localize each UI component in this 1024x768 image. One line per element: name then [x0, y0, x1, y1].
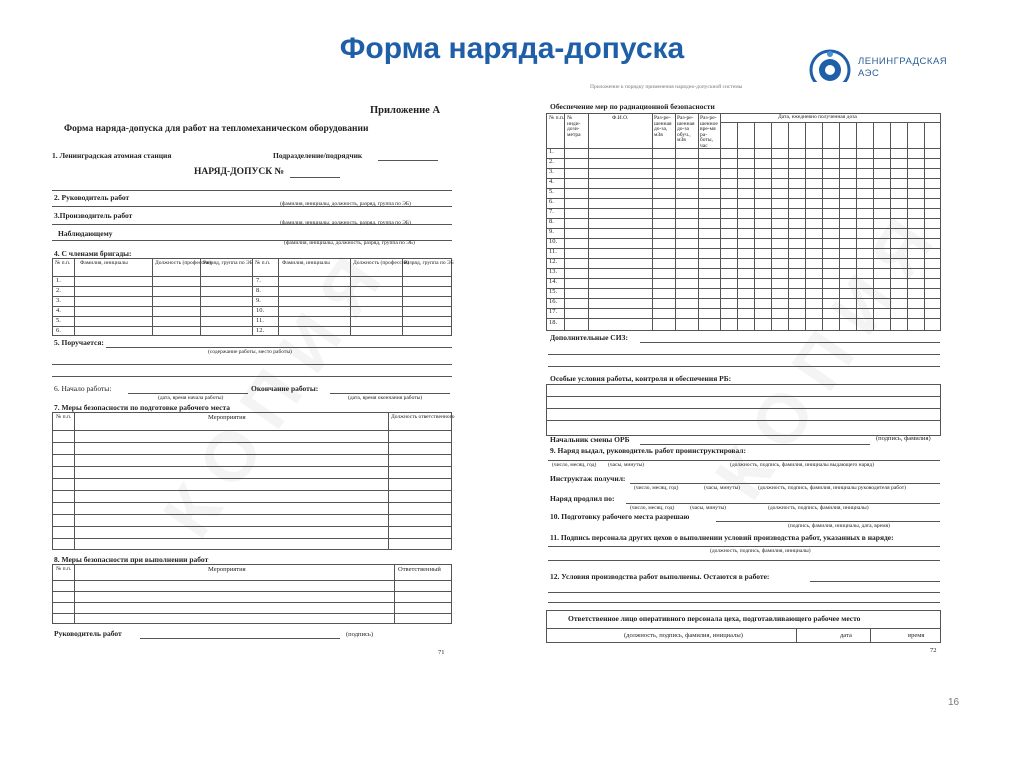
appendix-label: Приложение А [370, 105, 441, 116]
dose-row-number: 6. [549, 198, 554, 205]
dose-row-number: 1. [549, 148, 554, 155]
head-of-work-label: Руководитель работ [54, 629, 122, 638]
dose-row-number: 13. [549, 268, 558, 275]
dose-header: Раз-ре-шенная до-за, мЗв [654, 115, 672, 138]
instruction-hint-date: (число, месяц, год) [634, 485, 679, 491]
team-row-number: 10. [256, 307, 265, 314]
permit-number-label: НАРЯД-ДОПУСК № [194, 167, 285, 177]
dose-row-number: 15. [549, 288, 558, 295]
dose-header: Раз-ре-шенная до-за обуч., мЗв [677, 115, 695, 143]
extended-hint-person: (должность, подпись, фамилия, инициалы) [768, 505, 869, 511]
dose-row-number: 8. [549, 218, 554, 225]
signature-hint: (подпись) [346, 631, 373, 638]
work-header: № п.п. [56, 566, 72, 572]
special-conditions-box [546, 384, 941, 436]
team-header: Разряд, группа по ЭБ [203, 260, 253, 266]
team-row-number: 9. [256, 297, 261, 304]
prep-header: Мероприятия [208, 414, 246, 421]
logo-line-1: ЛЕНИНГРАДСКАЯ [858, 56, 948, 67]
end-hint: (дата, время окончания работы) [348, 395, 423, 401]
orb-label: Начальник смены ОРБ [550, 435, 630, 444]
dose-row-number: 14. [549, 278, 558, 285]
left-form-page [48, 80, 454, 660]
dose-row-number: 16. [549, 298, 558, 305]
end-label: Окончание работы: [251, 384, 319, 393]
f11-label: 11. Подпись персонала других цехов о выполнении условий производства работ, указанных в наряде: [550, 533, 894, 542]
orb-hint: (подпись, фамилия) [876, 435, 931, 442]
f5-label: 5. Поручается: [54, 338, 104, 347]
team-row-number: 11. [256, 317, 264, 324]
prep-measures-table [52, 412, 455, 550]
f5-hint: (содержание работы, место работы) [208, 349, 292, 355]
f2-hint: (фамилия, инициалы, должность, разряд, группа по ЭБ) [280, 201, 411, 207]
instruction-hint-person: (должность, подпись, фамилия, инициалы руководителя работ) [758, 485, 906, 491]
ppe-label: Дополнительные СИЗ: [550, 333, 629, 342]
dose-row-number: 10. [549, 238, 558, 245]
responsible-hint-time: время [908, 632, 925, 639]
f9-hint-time: (часы, минуты) [608, 462, 644, 468]
team-header: № п.п. [55, 260, 71, 266]
right-form-page [540, 82, 945, 660]
special-conditions-label: Особые условия работы, контроля и обеспечения РБ: [550, 374, 732, 383]
team-header: Фамилия, инициалы [80, 260, 128, 266]
instruction-hint-time: (часы, минуты) [704, 485, 740, 491]
f9-label: 9. Наряд выдал, руководитель работ проинструктировал: [550, 446, 746, 455]
f10-hint: (подпись, фамилия, инициалы, дата, время) [788, 523, 890, 529]
f10-label: 10. Подготовку рабочего места разрешаю [550, 512, 690, 521]
dose-row-number: 4. [549, 178, 554, 185]
dose-header: Ф.И.О. [612, 115, 629, 121]
team-row-number: 1. [56, 277, 61, 284]
slide-number: 16 [948, 697, 960, 708]
dose-row-number: 9. [549, 228, 554, 235]
slide-title: Форма наряда-допуска [339, 32, 685, 65]
dose-row-number: 2. [549, 158, 554, 165]
prep-header: Должность ответственного [391, 414, 455, 420]
work-header: Мероприятия [208, 566, 246, 573]
dose-row-number: 5. [549, 188, 554, 195]
team-row-number: 8. [256, 287, 261, 294]
f7-label: 7. Меры безопасности по подготовке рабочего места [54, 403, 231, 412]
dose-row-number: 12. [549, 258, 558, 265]
team-header: Должность (профессия) [353, 260, 410, 266]
f9-hint-person: (должность, подпись, фамилия, инициалы выдающего наряд) [730, 462, 874, 468]
team-row-number: 12. [256, 327, 265, 334]
team-row-number: 4. [56, 307, 61, 314]
station-label: 1. Ленинградская атомная станция [52, 151, 172, 160]
dose-row-number: 17. [549, 308, 558, 315]
dose-header: № п.п. [549, 115, 565, 121]
team-header: Должность (профессия) [155, 260, 212, 266]
team-row-number: 2. [56, 287, 61, 294]
responsible-hint-person: (должность, подпись, фамилия, инициалы) [624, 632, 743, 639]
f11-hint: (должность, подпись, фамилия, инициалы) [710, 548, 811, 554]
responsible-hint-date: дата [840, 632, 852, 639]
f4-label: 4. С членами бригады: [54, 249, 132, 258]
right-page-header: Приложение к порядку применения нарядно-допускной системы [590, 84, 743, 90]
dose-row-number: 3. [549, 168, 554, 175]
dose-row-number: 7. [549, 208, 554, 215]
start-label: 6. Начало работы: [54, 384, 112, 393]
dose-header: № инди-дози-метра [567, 115, 581, 138]
team-header: № п.п. [255, 260, 271, 266]
work-header: Ответственный [398, 566, 441, 573]
left-page-number: 71 [438, 649, 445, 656]
right-page-number: 72 [930, 647, 937, 654]
daily-dose-header: Дата, ежедневно полученная доза [778, 114, 857, 120]
team-row-number: 3. [56, 297, 61, 304]
f9-hint-date: (число, месяц, год) [552, 462, 597, 468]
dose-header: Раз-ре-шенное вре-мя ра-боты, час [700, 115, 718, 149]
radiation-label: Обеспечение мер по радиационной безопасности [550, 102, 715, 111]
f3-label: 3.Производитель работ [54, 211, 133, 220]
team-row-number: 5. [56, 317, 61, 324]
team-row-number: 6. [56, 327, 61, 334]
f3-hint: (фамилия, инициалы, должность, разряд, группа по ЭБ) [280, 220, 411, 226]
f12-label: 12. Условия производства работ выполнены. Остаются в работе: [550, 572, 770, 581]
team-row-number: 7. [256, 277, 261, 284]
observer-hint: (фамилия, инициалы, должность, разряд, группа по ЭБ) [284, 240, 415, 246]
dose-row-number: 11. [549, 248, 557, 255]
work-measures-table [52, 564, 452, 624]
f8-label: 8. Меры безопасности при выполнении работ [54, 555, 209, 564]
logo-line-2: АЭС [858, 68, 880, 79]
prep-header: № п.п. [56, 414, 72, 420]
dose-row-number: 18. [549, 319, 558, 326]
instruction-label: Инструктаж получил: [550, 474, 626, 483]
start-hint: (дата, время начала работы) [158, 395, 224, 401]
responsible-person-label: Ответственное лицо оперативного персонала цеха, подготавливающего рабочее место [568, 614, 861, 623]
subdivision-label: Подразделение/подрядчик [273, 151, 363, 160]
observer-label: Наблюдающему [58, 229, 113, 238]
team-header: Разряд, группа по ЭБ [404, 260, 454, 266]
extended-label: Наряд продлил по: [550, 494, 615, 503]
extended-hint-date: (число, месяц, год) [630, 505, 675, 511]
f2-label: 2. Руководитель работ [54, 193, 130, 202]
form-title: Форма наряда-допуска для работ на тепломеханическом оборудовании [64, 124, 369, 134]
team-header: Фамилия, инициалы [282, 260, 330, 266]
extended-hint-time: (часы, минуты) [690, 505, 726, 511]
